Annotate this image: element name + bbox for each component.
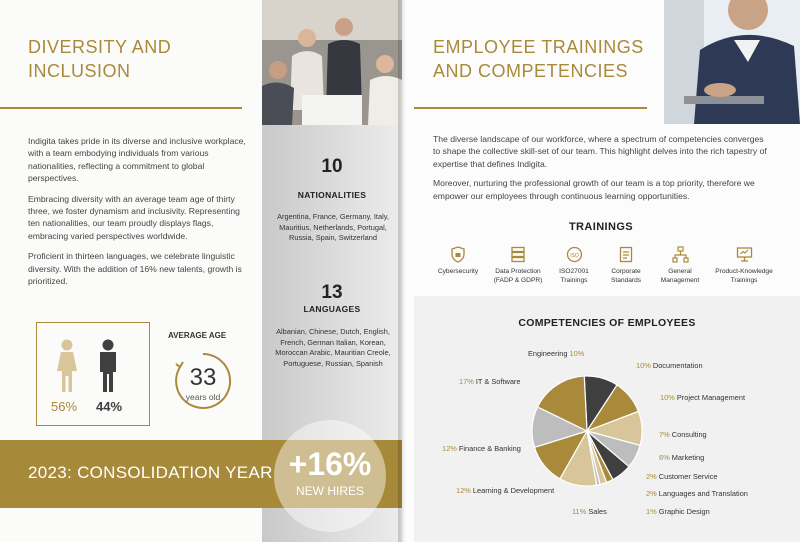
title-rule: [414, 107, 647, 109]
server-icon: [510, 246, 526, 263]
trainings-title: EMPLOYEE TRAININGS AND COMPETENCIES: [433, 37, 644, 81]
trainings-heading: TRAININGS: [568, 221, 634, 233]
trainings-text: [433, 133, 768, 202]
gender-box: [36, 322, 150, 426]
checklist-icon: [618, 246, 634, 263]
label-sales: 11% Sales: [572, 507, 607, 516]
training-data-protection: Data Protection (FADP & GDPR): [486, 246, 550, 285]
competencies-pie-chart: [402, 300, 800, 542]
team-celebration-image: [262, 0, 402, 125]
male-icon: [95, 339, 121, 393]
hires-value: +16%: [288, 446, 372, 482]
title-rule: [0, 107, 242, 109]
label-finance-banking: 12% Finance & Banking: [442, 444, 521, 453]
label-engineering: Engineering 10%: [528, 349, 585, 358]
avg-age-unit: years old: [185, 392, 221, 402]
paragraph: Embracing diversity with an average team age of thirty three, we foster dynamism and inclusivity. Representing ten nationalities, our team proudly displays flags, embracing varied perspectives worldwide.: [28, 193, 240, 241]
team-photo: [262, 0, 402, 125]
label-it-software: 17% IT & Software: [459, 377, 521, 386]
languages-count: 13: [321, 282, 343, 303]
org-chart-icon: [672, 246, 689, 263]
nationalities-list: Argentina, France, Germany, Italy, Mauritius, Netherlands, Portugal, Russia, Spain, Switzerland: [277, 212, 389, 243]
competencies-heading: COMPETENCIES OF EMPLOYEES: [518, 317, 696, 329]
training-general-management: General Management: [652, 246, 708, 285]
languages-label: LANGUAGES: [303, 304, 361, 314]
office-photo: [664, 0, 800, 124]
paragraph: Moreover, nurturing the professional growth of our team is a top priority, therefore we empower our employees through continuous learning opportunities.: [433, 178, 755, 201]
female-icon: [52, 339, 82, 393]
right-page: [402, 0, 800, 542]
label-graphic-design: 1% Graphic Design: [646, 507, 710, 516]
label-languages-translation: 2% Languages and Translation: [646, 489, 748, 498]
label-marketing: 6% Marketing: [659, 453, 705, 462]
diversity-title: DIVERSITY AND INCLUSION: [28, 37, 172, 81]
label-customer-service: 2% Customer Service: [646, 472, 718, 481]
employee-laptop-image: [664, 0, 800, 124]
label-project-management: 10% Project Management: [660, 393, 746, 402]
label-documentation: 10% Documentation: [636, 361, 703, 370]
training-cybersecurity: Cybersecurity: [428, 246, 488, 276]
paragraph: Proficient in thirteen languages, we celebrate linguistic diversity. With the addition of 16% new talents, growth is prioritized.: [28, 251, 242, 287]
iso-badge-icon: [566, 246, 583, 263]
shield-icon: [450, 246, 466, 263]
training-product-knowledge: Product-Knowledge Trainings: [706, 246, 782, 285]
label-consulting: 7% Consulting: [659, 430, 707, 439]
diversity-text: [28, 135, 248, 287]
nationalities-label: NATIONALITIES: [297, 190, 367, 200]
svg-text:ISO: ISO: [569, 253, 579, 259]
female-pct: 56%: [51, 399, 78, 414]
presentation-icon: [736, 246, 753, 263]
paragraph: The diverse landscape of our workforce, where a spectrum of competencies converges to shape the collective skill-set of our team. This highlight delves into the rich tapestry of expertise that defines Indigita.: [433, 134, 767, 169]
label-learning-development: 12% Learning & Development: [456, 486, 555, 495]
training-corporate-standards: Corporate Standards: [600, 246, 652, 285]
male-pct: 44%: [96, 399, 123, 414]
training-iso27001: ISO ISO27001 Trainings: [548, 246, 600, 285]
banner-year-text: 2023: CONSOLIDATION YEAR: [28, 463, 273, 482]
nationalities-count: 10: [321, 156, 343, 177]
avg-age-label: AVERAGE AGE: [168, 331, 227, 340]
avg-age-value: 33: [189, 364, 217, 391]
languages-list: Albanian, Chinese, Dutch, English, French, German Italian, Korean, Moroccan Arabic, Mauritian Creole, Portuguese, Russian, Spanish: [275, 327, 391, 368]
book-spine-shadow: [398, 0, 406, 542]
paragraph: Indigita takes pride in its diverse and inclusive workplace, with a team embodying individuals from various nationalities, reflecting a commitment to global perspectives.: [28, 136, 246, 184]
hires-label: NEW HIRES: [295, 484, 364, 498]
